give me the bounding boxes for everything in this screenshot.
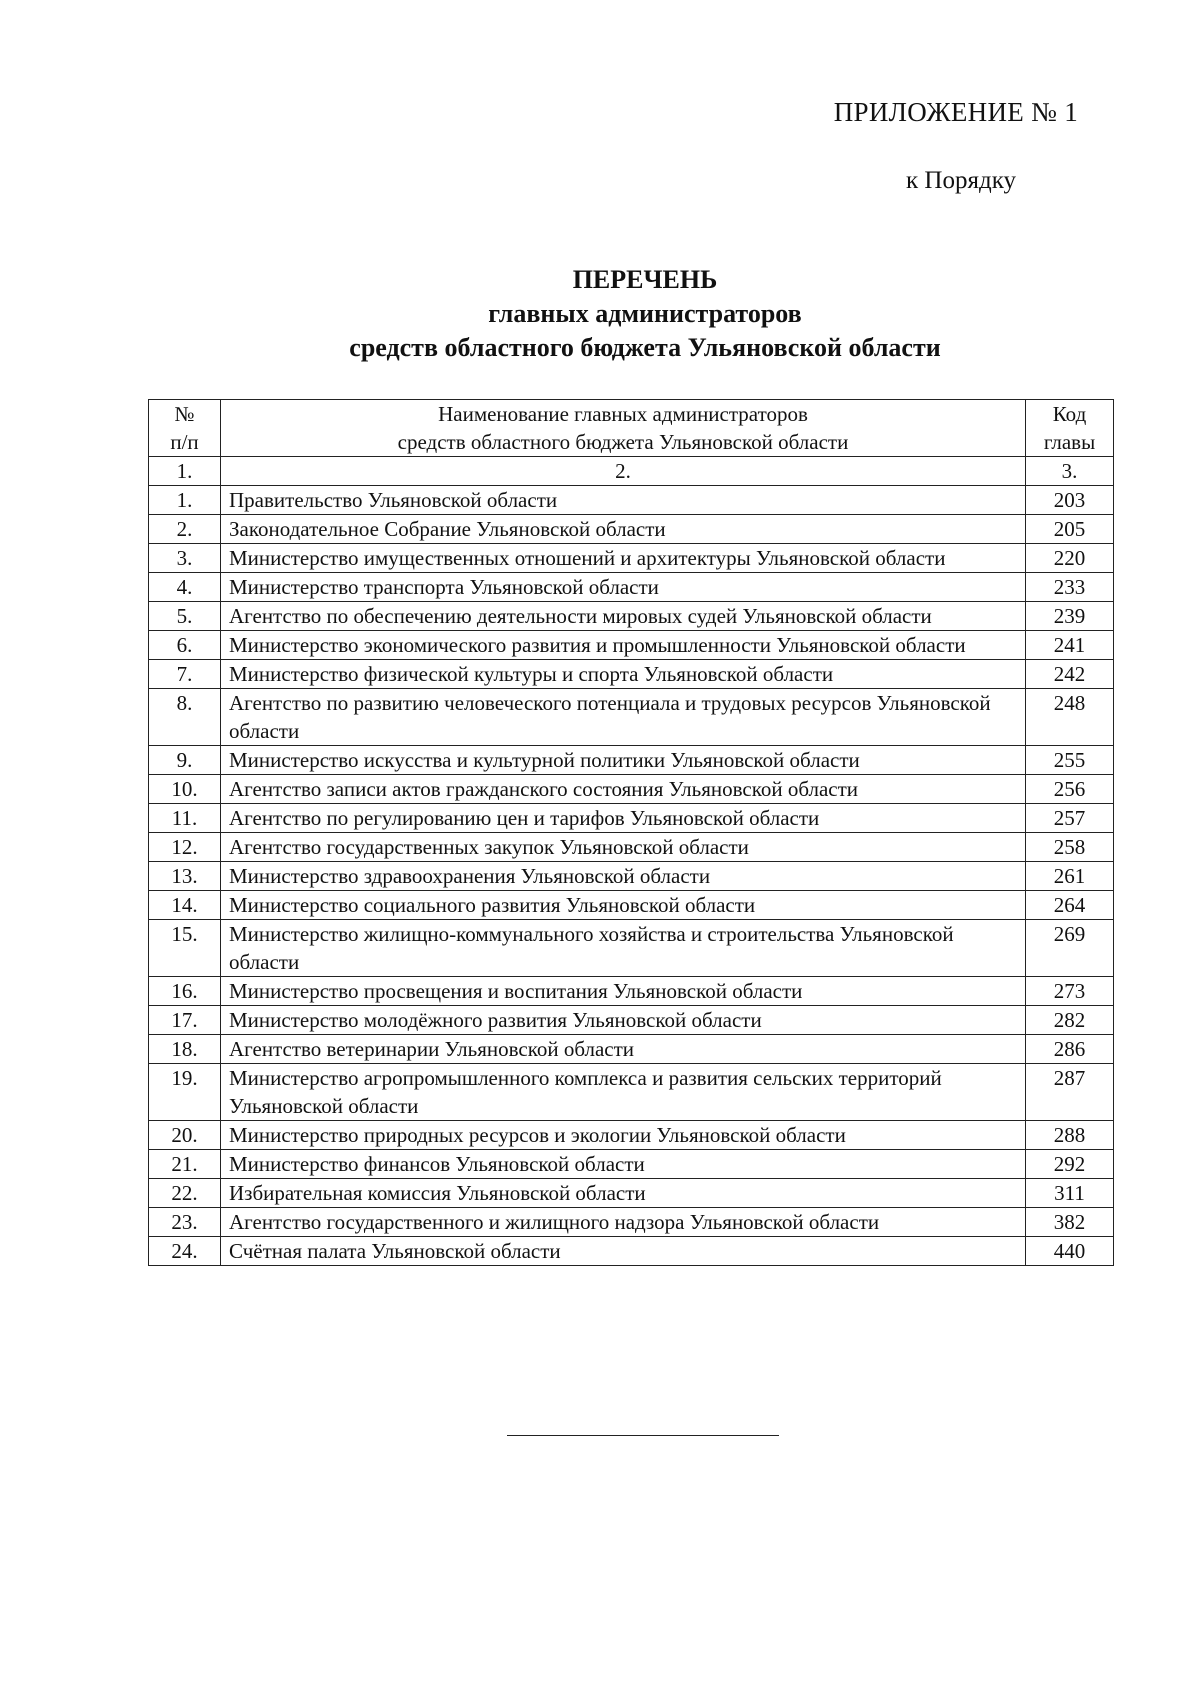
row-code-cell: 311 <box>1026 1179 1114 1208</box>
row-name-cell: Министерство транспорта Ульяновской области <box>221 573 1026 602</box>
row-number-cell: 16. <box>149 977 221 1006</box>
row-number-cell: 1. <box>149 486 221 515</box>
row-name-cell: Министерство имущественных отношений и архитектуры Ульяновской области <box>221 544 1026 573</box>
table-row <box>149 689 1114 746</box>
row-number-cell: 22. <box>149 1179 221 1208</box>
table-row <box>149 977 1114 1006</box>
row-name-cell: Министерство экономического развития и промышленности Ульяновской области <box>221 631 1026 660</box>
header-code-line-2: главы <box>1043 430 1096 454</box>
row-name-cell: Министерство физической культуры и спорта Ульяновской области <box>221 660 1026 689</box>
row-name-cell: Агентство по регулированию цен и тарифов Ульяновской области <box>221 804 1026 833</box>
heading-title: ПЕРЕЧЕНЬ <box>572 265 718 294</box>
table-row <box>149 544 1114 573</box>
row-code-cell: 273 <box>1026 977 1114 1006</box>
table-row <box>149 1035 1114 1064</box>
table-row <box>149 1121 1114 1150</box>
table-row <box>149 486 1114 515</box>
table-row <box>149 1064 1114 1121</box>
administrators-table <box>148 399 1114 1266</box>
row-number-cell: 24. <box>149 1237 221 1266</box>
table-row <box>149 862 1114 891</box>
row-number-cell: 6. <box>149 631 221 660</box>
table-row <box>149 1179 1114 1208</box>
row-number-cell: 7. <box>149 660 221 689</box>
row-code-cell: 255 <box>1026 746 1114 775</box>
row-number-cell: 8. <box>149 689 221 746</box>
row-name-cell: Счётная палата Ульяновской области <box>221 1237 1026 1266</box>
header-num-line-1: № <box>174 402 195 426</box>
table-row <box>149 1006 1114 1035</box>
row-name-cell: Министерство финансов Ульяновской области <box>221 1150 1026 1179</box>
row-code-cell: 292 <box>1026 1150 1114 1179</box>
row-code-cell: 257 <box>1026 804 1114 833</box>
row-name-cell: Министерство природных ресурсов и экологии Ульяновской области <box>221 1121 1026 1150</box>
row-number-cell: 18. <box>149 1035 221 1064</box>
row-number-cell: 2. <box>149 515 221 544</box>
row-number-cell: 20. <box>149 1121 221 1150</box>
row-name-cell: Агентство по обеспечению деятельности мировых судей Ульяновской области <box>221 602 1026 631</box>
heading-line-3: средств областного бюджета Ульяновской области <box>349 333 941 362</box>
row-number-cell: 10. <box>149 775 221 804</box>
row-number-cell: 17. <box>149 1006 221 1035</box>
column-number-1: 1. <box>149 457 221 486</box>
table-row <box>149 804 1114 833</box>
row-code-cell: 261 <box>1026 862 1114 891</box>
header-code-cell <box>1026 400 1114 457</box>
row-name-cell: Министерство агропромышленного комплекса и развития сельских территорий Ульяновской области <box>221 1064 1026 1121</box>
table-row <box>149 602 1114 631</box>
row-code-cell: 264 <box>1026 891 1114 920</box>
row-name-cell: Министерство молодёжного развития Ульяновской области <box>221 1006 1026 1035</box>
row-number-cell: 19. <box>149 1064 221 1121</box>
row-code-cell: 220 <box>1026 544 1114 573</box>
row-code-cell: 203 <box>1026 486 1114 515</box>
row-name-cell: Агентство ветеринарии Ульяновской области <box>221 1035 1026 1064</box>
row-code-cell: 239 <box>1026 602 1114 631</box>
appendix-title: ПРИЛОЖЕНИЕ № 1 <box>833 97 1078 127</box>
column-number-2: 2. <box>221 457 1026 486</box>
row-number-cell: 5. <box>149 602 221 631</box>
row-code-cell: 233 <box>1026 573 1114 602</box>
header-num-cell <box>149 400 221 457</box>
row-number-cell: 13. <box>149 862 221 891</box>
row-code-cell: 287 <box>1026 1064 1114 1121</box>
table-row <box>149 515 1114 544</box>
row-code-cell: 269 <box>1026 920 1114 977</box>
row-name-cell: Министерство здравоохранения Ульяновской области <box>221 862 1026 891</box>
table-row <box>149 1150 1114 1179</box>
row-name-cell: Агентство государственного и жилищного надзора Ульяновской области <box>221 1208 1026 1237</box>
table-row <box>149 1208 1114 1237</box>
row-name-cell: Министерство жилищно-коммунального хозяйства и строительства Ульяновской области <box>221 920 1026 977</box>
header-name-line-2: средств областного бюджета Ульяновской области <box>397 430 849 454</box>
appendix-subtitle: к Порядку <box>906 167 1016 194</box>
row-code-cell: 288 <box>1026 1121 1114 1150</box>
heading-line-2: главных администраторов <box>488 299 802 328</box>
column-number-3: 3. <box>1026 457 1114 486</box>
end-divider <box>507 1435 779 1436</box>
row-number-cell: 12. <box>149 833 221 862</box>
row-code-cell: 286 <box>1026 1035 1114 1064</box>
document-heading <box>0 263 1200 365</box>
table-row <box>149 573 1114 602</box>
row-name-cell: Законодательное Собрание Ульяновской области <box>221 515 1026 544</box>
row-name-cell: Министерство искусства и культурной политики Ульяновской области <box>221 746 1026 775</box>
row-number-cell: 15. <box>149 920 221 977</box>
row-code-cell: 242 <box>1026 660 1114 689</box>
header-num-line-2: п/п <box>170 430 199 454</box>
table-row <box>149 833 1114 862</box>
row-code-cell: 282 <box>1026 1006 1114 1035</box>
row-name-cell: Агентство государственных закупок Ульяновской области <box>221 833 1026 862</box>
row-name-cell: Правительство Ульяновской области <box>221 486 1026 515</box>
row-number-cell: 4. <box>149 573 221 602</box>
table-row <box>149 891 1114 920</box>
row-code-cell: 205 <box>1026 515 1114 544</box>
column-numbering-row <box>149 457 1114 486</box>
header-name-cell <box>221 400 1026 457</box>
row-name-cell: Агентство записи актов гражданского состояния Ульяновской области <box>221 775 1026 804</box>
row-code-cell: 440 <box>1026 1237 1114 1266</box>
row-code-cell: 241 <box>1026 631 1114 660</box>
row-name-cell: Министерство социального развития Ульяновской области <box>221 891 1026 920</box>
row-number-cell: 9. <box>149 746 221 775</box>
table-row <box>149 775 1114 804</box>
table-row <box>149 1237 1114 1266</box>
row-code-cell: 256 <box>1026 775 1114 804</box>
row-number-cell: 11. <box>149 804 221 833</box>
row-name-cell: Министерство просвещения и воспитания Ульяновской области <box>221 977 1026 1006</box>
header-code-line-1: Код <box>1052 402 1087 426</box>
row-code-cell: 258 <box>1026 833 1114 862</box>
row-number-cell: 21. <box>149 1150 221 1179</box>
table-row <box>149 631 1114 660</box>
table-row <box>149 660 1114 689</box>
table-row <box>149 920 1114 977</box>
row-number-cell: 14. <box>149 891 221 920</box>
row-code-cell: 382 <box>1026 1208 1114 1237</box>
row-number-cell: 3. <box>149 544 221 573</box>
row-name-cell: Агентство по развитию человеческого потенциала и трудовых ресурсов Ульяновской области <box>221 689 1026 746</box>
table-row <box>149 746 1114 775</box>
header-name-line-1: Наименование главных администраторов <box>438 402 808 426</box>
table-header-row <box>149 400 1114 457</box>
row-number-cell: 23. <box>149 1208 221 1237</box>
row-name-cell: Избирательная комиссия Ульяновской области <box>221 1179 1026 1208</box>
row-code-cell: 248 <box>1026 689 1114 746</box>
